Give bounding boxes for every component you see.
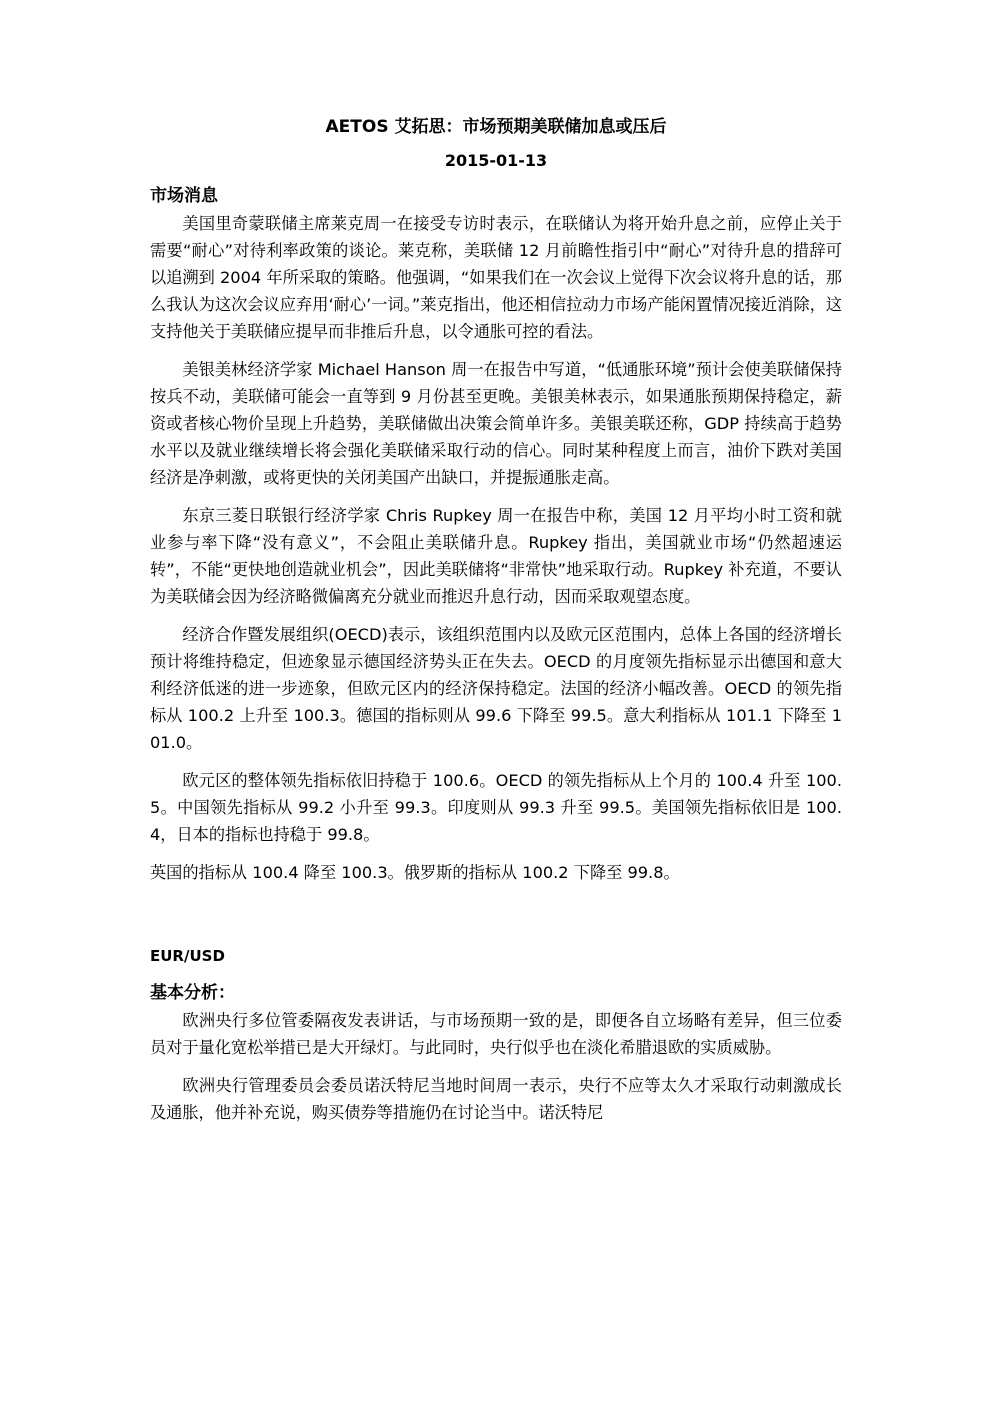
paragraph: 经济合作暨发展组织(OECD)表示，该组织范围内以及欧元区范围内，总体上各国的经济增长预计将维持稳定，但迹象显示德国经济势头正在失去。OECD 的月度领先指标显示出德国和意大利经济低迷的进一步迹象，但欧元区内的经济保持稳定。法国的经济小幅改善。OECD 的领先指标从 100.2 上升至 100.3。德国的指标则从 99.6 下降至 99.5。意大利指标从 101.1 下降至 101.0。: [150, 625, 842, 752]
paragraph: 英国的指标从 100.4 降至 100.3。俄罗斯的指标从 100.2 下降至 99.8。: [150, 863, 680, 882]
document-title: AETOS 艾拓思：市场预期美联储加息或压后: [325, 117, 667, 137]
document-date: 2015-01-13: [444, 151, 548, 170]
currency-pair-heading: EUR/USD: [150, 947, 225, 965]
paragraph: 欧洲央行管理委员会委员诺沃特尼当地时间周一表示，央行不应等太久才采取行动刺激成长及通胀，他并补充说，购买债券等措施仍在讨论当中。诺沃特尼: [150, 1076, 842, 1122]
paragraph: 东京三菱日联银行经济学家 Chris Rupkey 周一在报告中称，美国 12 月平均小时工资和就业参与率下降“没有意义”，不会阻止美联储升息。Rupkey 指出，美国就业市场“仍然超速运转”，不能“更快地创造就业机会”，因此美联储将“非常快”地采取行动。Rupkey 补充道，不要认为美联储会因为经济略微偏离充分就业而推迟升息行动，因而采取观望态度。: [150, 506, 842, 606]
section-heading-fundamental-analysis: 基本分析：: [150, 983, 235, 1003]
section-spacer: [150, 897, 842, 943]
document-page: [150, 112, 842, 1137]
paragraph: 欧元区的整体领先指标依旧持稳于 100.6。OECD 的领先指标从上个月的 100.4 升至 100.5。中国领先指标从 99.2 小升至 99.3。印度则从 99.3 升至 99.5。美国领先指标依旧是 100.4，日本的指标也持稳于 99.8。: [150, 771, 842, 844]
paragraph: 美银美林经济学家 Michael Hanson 周一在报告中写道，“低通胀环境”预计会使美联储保持按兵不动，美联储可能会一直等到 9 月份甚至更晚。美银美林表示，如果通胀预期保持稳定，薪资或者核心物价呈现上升趋势，美联储做出决策会简单许多。美银美联还称，GDP 持续高于趋势水平以及就业继续增长将会强化美联储采取行动的信心。同时某种程度上而言，油价下跌对美国经济是净刺激，或将更快的关闭美国产出缺口，并提振通胀走高。: [150, 360, 842, 487]
section-heading-market-news: 市场消息: [150, 186, 218, 206]
paragraph: 美国里奇蒙联储主席莱克周一在接受专访时表示，在联储认为将开始升息之前，应停止关于需要“耐心”对待利率政策的谈论。莱克称，美联储 12 月前瞻性指引中“耐心”对待升息的措辞可以追溯到 2004 年所采取的策略。他强调，“如果我们在一次会议上觉得下次会议将升息的话，那么我认为这次会议应弃用‘耐心’一词。”莱克指出，他还相信拉动力市场产能闲置情况接近消除，这支持他关于美联储应提早而非推后升息，以令通胀可控的看法。: [150, 214, 842, 341]
paragraph: 欧洲央行多位管委隔夜发表讲话，与市场预期一致的是，即便各自立场略有差异，但三位委员对于量化宽松举措已是大开绿灯。与此同时，央行似乎也在淡化希腊退欧的实质威胁。: [150, 1011, 842, 1057]
